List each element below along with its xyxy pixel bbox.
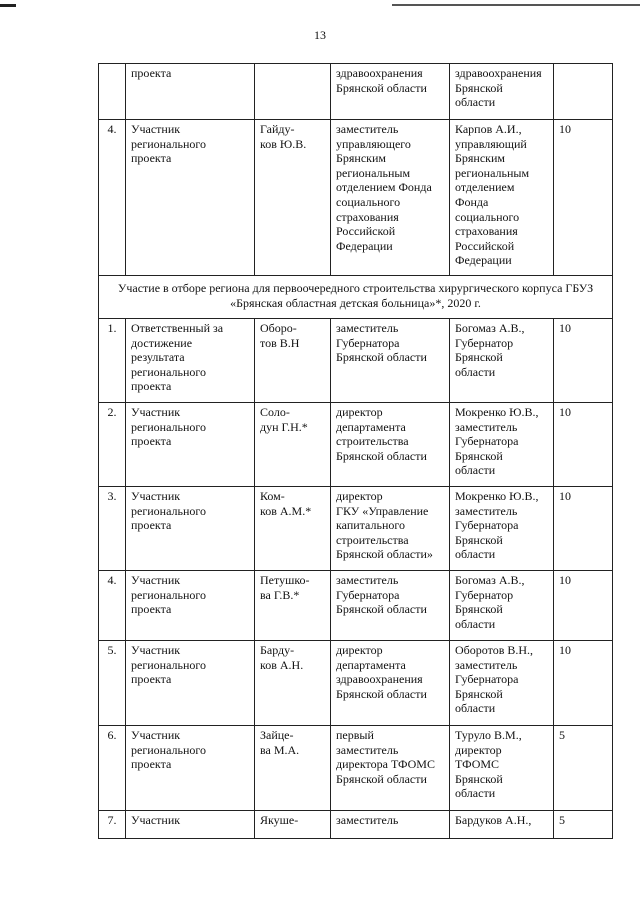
row-number: 2. bbox=[99, 403, 126, 487]
position-cell: заместитель Губернатора Брянской области bbox=[331, 319, 450, 403]
table-row bbox=[99, 487, 613, 571]
row-number: 3. bbox=[99, 487, 126, 571]
table-row bbox=[99, 641, 613, 726]
supervisor-cell: Бардуков А.Н., bbox=[450, 811, 554, 839]
supervisor-cell: Богомаз А.В., Губернатор Брянской области bbox=[450, 571, 554, 641]
supervisor-cell: Мокренко Ю.В., заместитель Губернатора Брянской области bbox=[450, 487, 554, 571]
position-cell: заместитель управляющего Брянским региональным отделением Фонда социального страхования Российской Федерации bbox=[331, 120, 450, 276]
position-cell: первый заместитель директора ТФОМС Брянской области bbox=[331, 726, 450, 811]
table-row bbox=[99, 726, 613, 811]
section-heading: Участие в отборе региона для первоочередного строительства хирургического корпуса ГБУЗ «Брянская областная детская больница»*, 2020 г. bbox=[99, 276, 613, 319]
role-cell: Участник регионального проекта bbox=[126, 120, 255, 276]
name-cell: Соло- дун Г.Н.* bbox=[255, 403, 331, 487]
page-number: 13 bbox=[314, 28, 326, 42]
name-cell: Якуше- bbox=[255, 811, 331, 839]
role-cell: Участник регионального проекта bbox=[126, 726, 255, 811]
score-cell: 10 bbox=[554, 319, 613, 403]
position-cell: директор департамента строительства Брянской области bbox=[331, 403, 450, 487]
supervisor-cell: здравоохранения Брянской области bbox=[450, 64, 554, 120]
role-cell: Ответственный за достижение результата регионального проекта bbox=[126, 319, 255, 403]
name-cell: Барду- ков А.Н. bbox=[255, 641, 331, 726]
score-cell: 5 bbox=[554, 726, 613, 811]
table-row bbox=[99, 403, 613, 487]
supervisor-cell: Оборотов В.Н., заместитель Губернатора Брянской области bbox=[450, 641, 554, 726]
table-row bbox=[99, 120, 613, 276]
table-row bbox=[99, 811, 613, 839]
name-cell: Петушко- ва Г.В.* bbox=[255, 571, 331, 641]
row-number: 4. bbox=[99, 120, 126, 276]
row-number: 5. bbox=[99, 641, 126, 726]
name-cell: Зайце- ва М.А. bbox=[255, 726, 331, 811]
row-number: 7. bbox=[99, 811, 126, 839]
name-cell bbox=[255, 64, 331, 120]
position-cell: здравоохранения Брянской области bbox=[331, 64, 450, 120]
table-row bbox=[99, 319, 613, 403]
position-cell: директор ГКУ «Управление капитального строительства Брянской области» bbox=[331, 487, 450, 571]
role-cell: Участник bbox=[126, 811, 255, 839]
score-cell: 10 bbox=[554, 571, 613, 641]
name-cell: Ком- ков А.М.* bbox=[255, 487, 331, 571]
role-cell: проекта bbox=[126, 64, 255, 120]
supervisor-cell: Карпов А.И., управляющий Брянским региональным отделением Фонда социального страхования Российской Федерации bbox=[450, 120, 554, 276]
position-cell: директор департамента здравоохранения Брянской области bbox=[331, 641, 450, 726]
position-cell: заместитель Губернатора Брянской области bbox=[331, 571, 450, 641]
supervisor-cell: Туруло В.М., директор ТФОМС Брянской области bbox=[450, 726, 554, 811]
supervisor-cell: Богомаз А.В., Губернатор Брянской области bbox=[450, 319, 554, 403]
name-cell: Гайду- ков Ю.В. bbox=[255, 120, 331, 276]
name-cell: Оборо- тов В.Н bbox=[255, 319, 331, 403]
table-row bbox=[99, 571, 613, 641]
row-number bbox=[99, 64, 126, 120]
supervisor-cell: Мокренко Ю.В., заместитель Губернатора Брянской области bbox=[450, 403, 554, 487]
role-cell: Участник регионального проекта bbox=[126, 571, 255, 641]
role-cell: Участник регионального проекта bbox=[126, 403, 255, 487]
score-cell bbox=[554, 64, 613, 120]
role-cell: Участник регионального проекта bbox=[126, 641, 255, 726]
position-cell: заместитель bbox=[331, 811, 450, 839]
row-number: 1. bbox=[99, 319, 126, 403]
role-cell: Участник регионального проекта bbox=[126, 487, 255, 571]
header-rule bbox=[392, 4, 640, 6]
row-number: 4. bbox=[99, 571, 126, 641]
score-cell: 5 bbox=[554, 811, 613, 839]
score-cell: 10 bbox=[554, 120, 613, 276]
responsibility-table bbox=[98, 63, 613, 839]
score-cell: 10 bbox=[554, 403, 613, 487]
score-cell: 10 bbox=[554, 641, 613, 726]
score-cell: 10 bbox=[554, 487, 613, 571]
table-row bbox=[99, 64, 613, 120]
row-number: 6. bbox=[99, 726, 126, 811]
section-row bbox=[99, 276, 613, 319]
scan-mark-left bbox=[0, 4, 16, 7]
